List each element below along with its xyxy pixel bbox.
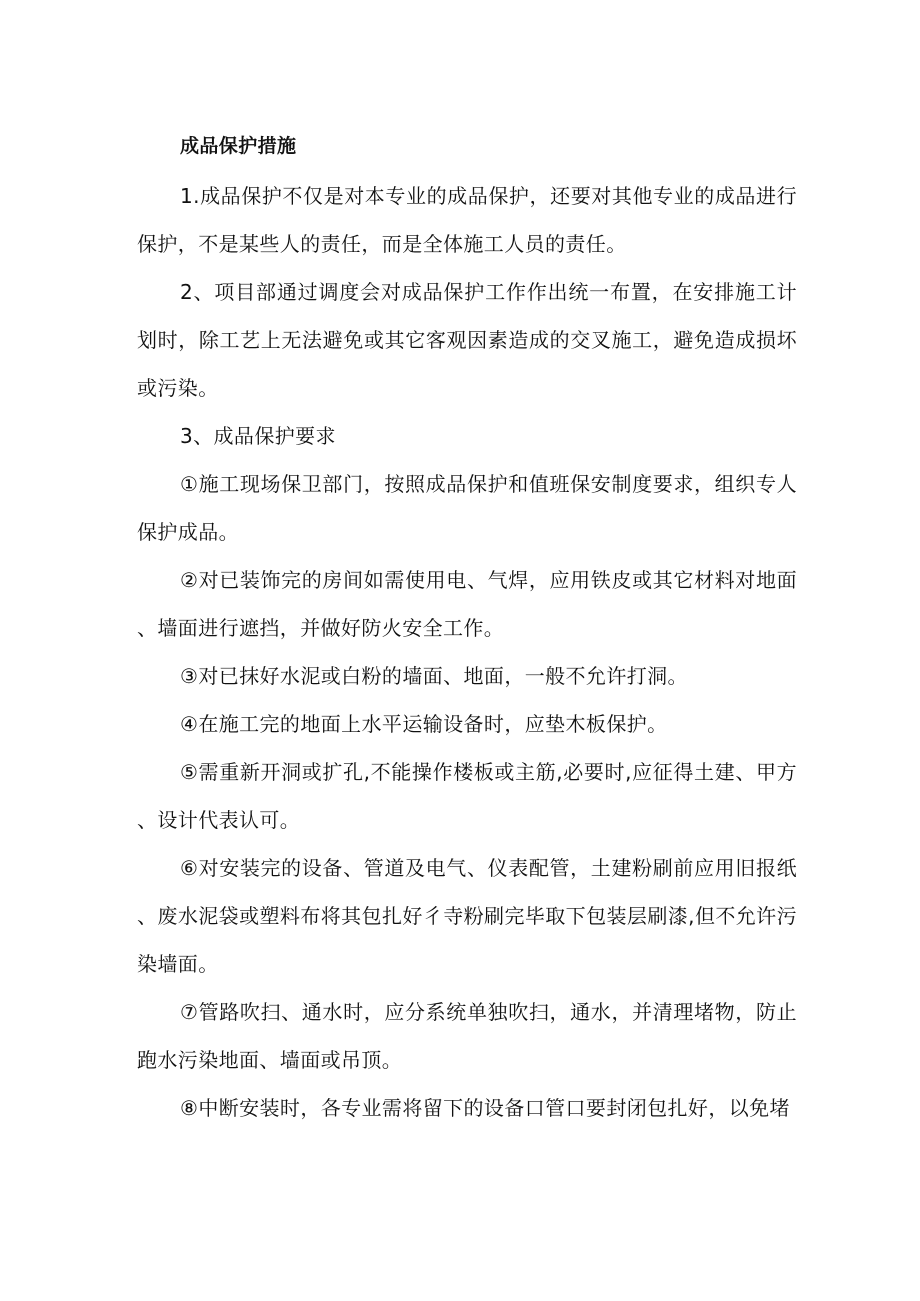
requirement-item-6: ⑥对安装完的设备、管道及电气、仪表配管，土建粉刷前应用旧报纸、废水泥袋或塑料布将其包扎好彳寺粉刷完毕取下包装层刷漆,但不允许污染墙面。 — [137, 856, 797, 976]
paragraph-2: 2、项目部通过调度会对成品保护工作作出统一布置，在安排施工计划时，除工艺上无法避免或其它客观因素造成的交叉施工，避免造成损坏或污染。 — [137, 280, 797, 400]
section-title: 成品保护措施 — [180, 135, 297, 157]
requirement-item-1: ①施工现场保卫部门，按照成品保护和值班保安制度要求，组织专人保护成品。 — [137, 472, 797, 544]
requirement-item-2: ②对已装饰完的房间如需使用电、气焊，应用铁皮或其它材料对地面、墙面进行遮挡，并做好防火安全工作。 — [137, 568, 797, 640]
requirement-item-7: ⑦管路吹扫、通水时，应分系统单独吹扫，通水，并清理堵物，防止跑水污染地面、墙面或吊顶。 — [137, 1000, 797, 1072]
paragraph-1: 1.成品保护不仅是对本专业的成品保护，还要对其他专业的成品进行保护，不是某些人的责任，而是全体施工人员的责任。 — [137, 184, 797, 256]
requirement-item-4: ④在施工完的地面上水平运输设备时，应垫木板保护。 — [180, 712, 668, 736]
requirement-item-8: ⑧中断安装时，各专业需将留下的设备口管口要封闭包扎好，以免堵 — [180, 1096, 790, 1120]
requirement-item-3: ③对已抹好水泥或白粉的墙面、地面，一般不允许打洞。 — [180, 664, 688, 688]
paragraph-3-heading: 3、成品保护要求 — [180, 424, 336, 448]
document-body — [137, 128, 797, 1132]
requirement-item-5: ⑤需重新开洞或扩孔,不能操作楼板或主筋,必要时,应征得土建、甲方、设计代表认可。 — [137, 760, 797, 832]
